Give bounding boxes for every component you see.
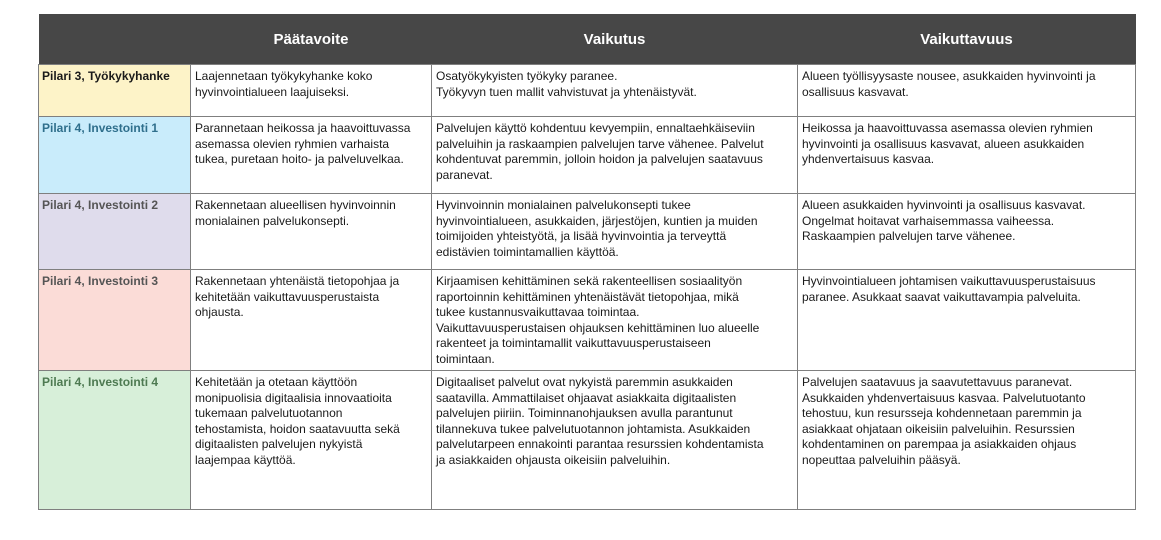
- goal-cell: Rakennetaan alueellisen hyvinvoinnin monialainen palvelukonsepti.: [191, 194, 432, 270]
- table-body: [39, 65, 1136, 510]
- impact-cell: Hyvinvoinnin monialainen palvelukonsepti tukee hyvinvointialueen, asukkaiden, järjestöjen, kuntien ja muiden toimijoiden yhteistyötä, ja lisää hyvinvointia ja terveyttä edistävien toimintamallien käyttöä.: [432, 194, 798, 270]
- pillar-cell: Pilari 3, Työkykyhanke: [39, 65, 191, 117]
- impact-cell: Osatyökykyisten työkyky paranee. Työkyvyn tuen mallit vahvistuvat ja yhtenäistyvät.: [432, 65, 798, 117]
- pillar-cell: Pilari 4, Investointi 2: [39, 194, 191, 270]
- table-row: [39, 194, 1136, 270]
- effectiveness-cell: Hyvinvointialueen johtamisen vaikuttavuusperustaisuus paranee. Asukkaat saavat vaikuttavampia palveluita.: [798, 270, 1136, 371]
- effectiveness-cell: Alueen asukkaiden hyvinvointi ja osallisuus kasvavat. Ongelmat hoitavat varhaisemmassa vaiheessa. Raskaampien palvelujen tarve vähenee.: [798, 194, 1136, 270]
- impact-table: [38, 14, 1136, 510]
- impact-cell: Digitaaliset palvelut ovat nykyistä paremmin asukkaiden saatavilla. Ammattilaiset ohjaavat asiakkaita digitaalisten palvelujen piiriin. Toiminnanohjauksen avulla parantunut tilannekuva tukee palvelutuotannon johtamista. Asukkaiden palvelutarpeen ennakointi parantaa resurssien kohdentamista ja asiakkaiden ohjausta oikeisiin palveluihin.: [432, 371, 798, 510]
- goal-cell: Rakennetaan yhtenäistä tietopohjaa ja kehitetään vaikuttavuusperustaista ohjausta.: [191, 270, 432, 371]
- effectiveness-cell: Alueen työllisyysaste nousee, asukkaiden hyvinvointi ja osallisuus kasvavat.: [798, 65, 1136, 117]
- header-main-goal: Päätavoite: [191, 14, 432, 65]
- table-row: [39, 65, 1136, 117]
- effectiveness-cell: Palvelujen saatavuus ja saavutettavuus paranevat. Asukkaiden yhdenvertaisuus kasvaa. Palvelutuotanto tehostuu, kun resursseja kohdennetaan paremmin ja asiakkaat ohjataan oikeisiin palveluihin. Resurssien kohdentaminen on parempaa ja asiakkaiden ohjaus nopeuttaa palveluihin pääsyä.: [798, 371, 1136, 510]
- goal-cell: Kehitetään ja otetaan käyttöön monipuolisia digitaalisia innovaatioita tukemaan palvelutuotannon tehostamista, hoidon saatavuutta sekä digitaalisten palvelujen nykyistä laajempaa käyttöä.: [191, 371, 432, 510]
- pillar-cell: Pilari 4, Investointi 4: [39, 371, 191, 510]
- goal-cell: Parannetaan heikossa ja haavoittuvassa asemassa olevien ryhmien varhaista tukea, puretaan hoito- ja palveluvelkaa.: [191, 117, 432, 194]
- header-row: [39, 14, 1136, 65]
- table-row: [39, 117, 1136, 194]
- table-row: [39, 270, 1136, 371]
- pillar-cell: Pilari 4, Investointi 3: [39, 270, 191, 371]
- header-impact: Vaikutus: [432, 14, 798, 65]
- goal-cell: Laajennetaan työkykyhanke koko hyvinvointialueen laajuiseksi.: [191, 65, 432, 117]
- table-header: [39, 14, 1136, 65]
- pillar-cell: Pilari 4, Investointi 1: [39, 117, 191, 194]
- effectiveness-cell: Heikossa ja haavoittuvassa asemassa olevien ryhmien hyvinvointi ja osallisuus kasvavat, alueen asukkaiden yhdenvertaisuus kasvaa.: [798, 117, 1136, 194]
- header-pillar: [39, 14, 191, 65]
- table-row: [39, 371, 1136, 510]
- impact-cell: Kirjaamisen kehittäminen sekä rakenteellisen sosiaalityön raportoinnin kehittäminen yhtenäistävät tietopohjaa, mikä tukee kustannusvaikuttavaa toimintaa. Vaikuttavuusperustaisen ohjauksen kehittäminen luo alueelle rakenteet ja toimintamallit vaikuttavuusperustaiseen toimintaan.: [432, 270, 798, 371]
- header-effectiveness: Vaikuttavuus: [798, 14, 1136, 65]
- impact-cell: Palvelujen käyttö kohdentuu kevyempiin, ennaltaehkäiseviin palveluihin ja raskaampien palvelujen tarve vähenee. Palvelut kohdentuvat paremmin, jolloin hoidon ja palvelujen saatavuus paranevat.: [432, 117, 798, 194]
